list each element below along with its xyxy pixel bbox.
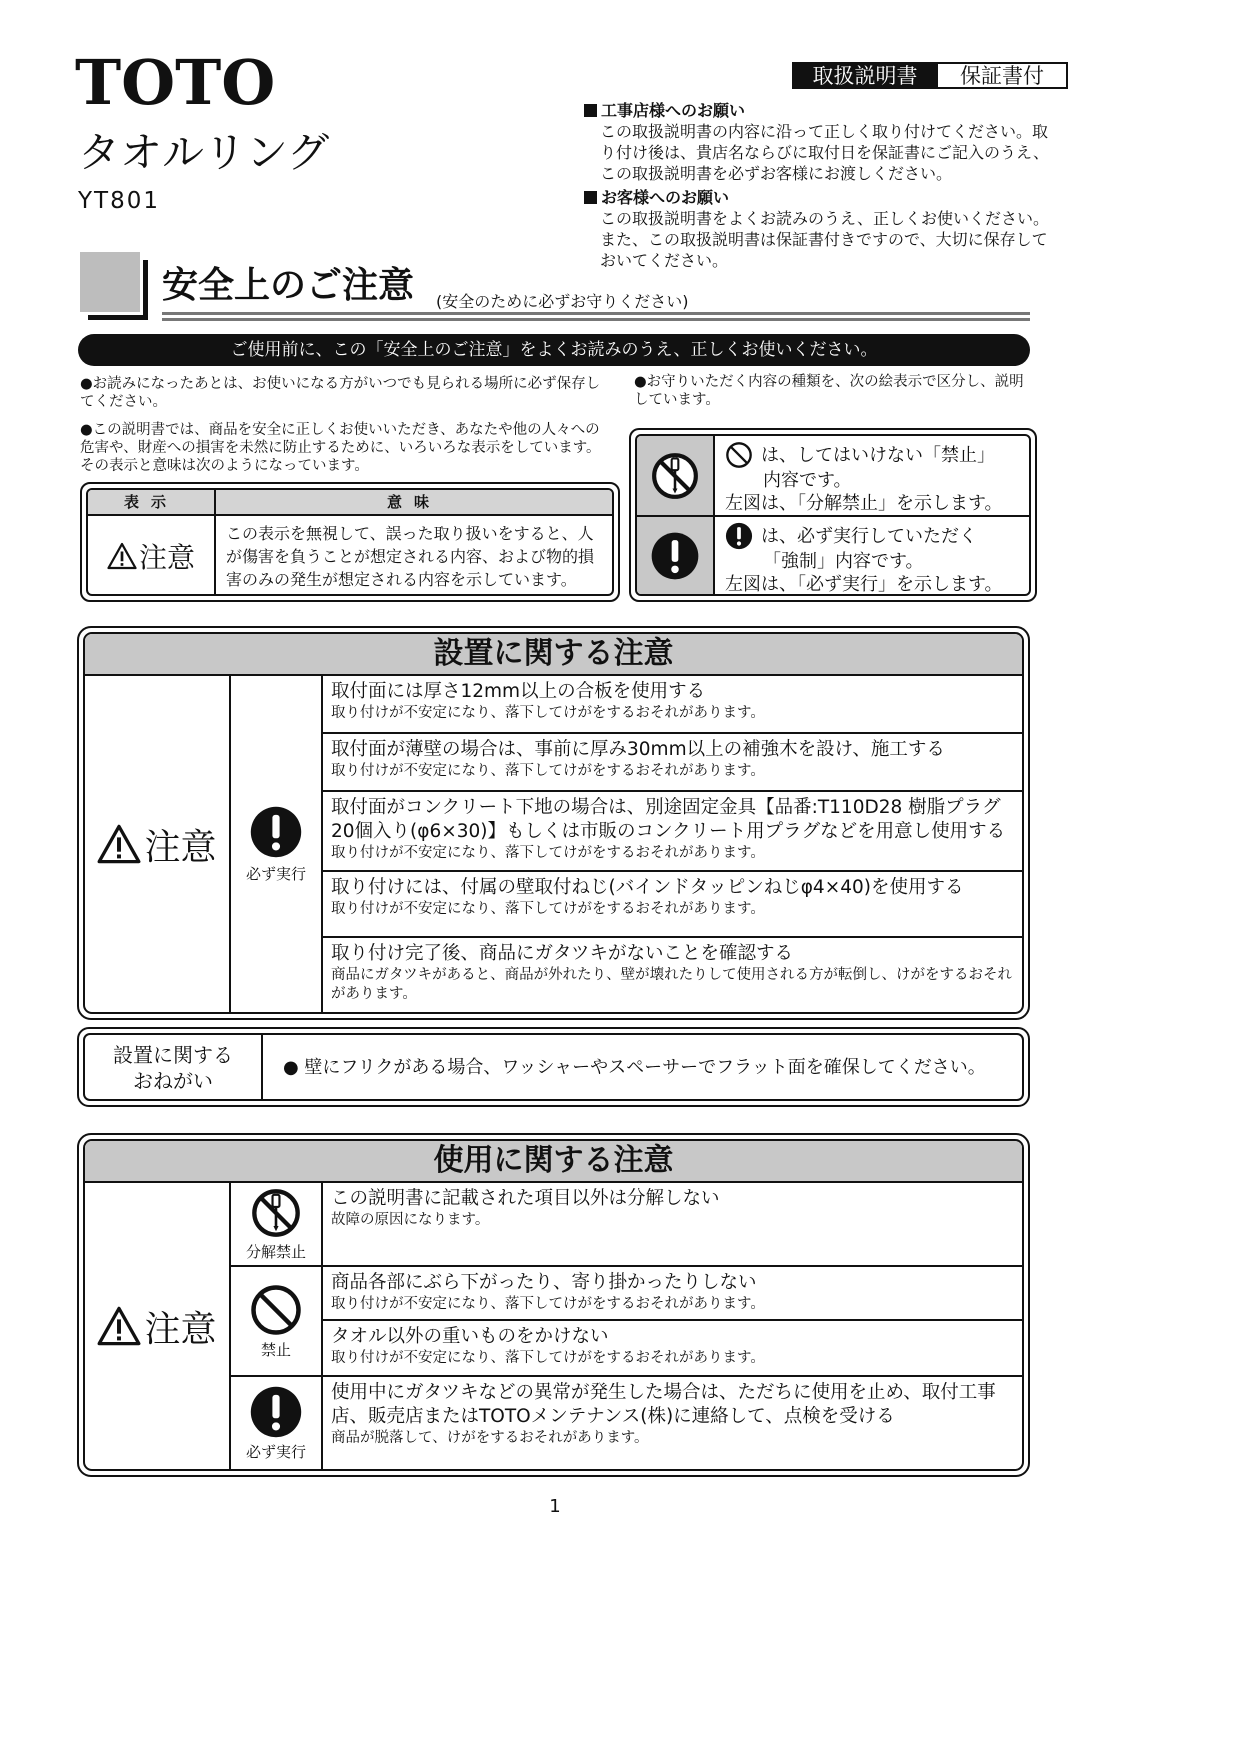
item-title: 取付面が薄壁の場合は、事前に厚み30mm以上の補強木を設け、施工する	[331, 739, 945, 760]
mandatory-description-cont: 「強制」内容です。	[763, 551, 924, 572]
legend-row	[88, 516, 612, 596]
product-name: タオルリング	[78, 128, 330, 177]
legend-head-display: 表示	[88, 490, 216, 514]
safety-banner: ご使用前に、この「安全上のご注意」をよくお読みのうえ、正しくお使いください。	[78, 334, 1030, 366]
document-tags	[792, 62, 1068, 89]
item-description: 商品にガタツキがあると、商品が外れたり、壁が壊れたりして使用される方が転倒し、けがをするおそれがあります。	[331, 967, 1013, 1002]
install-request-label-line: 設置に関する	[113, 1043, 233, 1067]
pictogram-text	[715, 436, 1029, 515]
intro-paragraph	[80, 421, 610, 475]
pictogram-icon-cell	[637, 517, 715, 594]
caution-item	[323, 1183, 1022, 1267]
intro-text: お守りいただく内容の種類を、次の絵表示で区分し、説明しています。	[634, 374, 1024, 408]
pictogram-text	[715, 517, 1029, 594]
caution-item	[323, 872, 1022, 938]
item-description: 取り付けが不安定になり、落下してけがをするおそれがあります。	[331, 1296, 765, 1312]
caution-item	[323, 938, 1022, 1012]
intro-paragraph	[80, 375, 610, 411]
disassembly-icon-cell	[230, 1183, 322, 1267]
mandatory-icon	[650, 531, 700, 581]
manual-tag: 取扱説明書	[792, 62, 938, 89]
section-marker-shadow	[88, 260, 148, 320]
warning-triangle-icon	[97, 824, 141, 864]
item-title: 使用中にガタツキなどの異常が発生した場合は、ただちに使用を止め、取付工事店、販売店またはTOTOメンテナンス(株)に連絡して、点検を受ける	[331, 1382, 996, 1427]
customer-request-heading	[584, 187, 1054, 208]
pictogram-row-mandatory	[637, 515, 1029, 594]
install-request-label	[85, 1035, 263, 1099]
item-description: 取り付けが不安定になり、落下してけがをするおそれがあります。	[331, 845, 765, 861]
customer-request-body: この取扱説明書をよくお読みのうえ、正しくお使いください。また、この取扱説明書は保証書付きですので、大切に保存しておいてください。	[600, 209, 1049, 270]
item-title: 取付面がコンクリート下地の場合は、別途固定金具【品番:T110D28 樹脂プラグ 20個入り(φ6×30)】もしくは市販のコンクリート用プラグなどを用意し使用する	[331, 797, 1006, 842]
warning-triangle-icon	[107, 542, 137, 570]
item-title: 取り付け完了後、商品にガタツキがないことを確認する	[331, 943, 793, 964]
pictogram-line	[725, 522, 1023, 550]
brand-logo: TOTO	[75, 46, 276, 119]
usage-items	[323, 1183, 1022, 1469]
caution-label-text: 注意	[144, 1308, 217, 1350]
caution-item	[323, 734, 1022, 792]
caution-meaning: この表示を無視して、誤った取り扱いをすると、人が傷害を負うことが想定される内容、および物的損害のみの発生が想定される内容を示しています。	[226, 524, 595, 589]
legend-table	[86, 488, 614, 596]
installation-title: 設置に関する注意	[85, 634, 1022, 676]
item-title: この説明書に記載された項目以外は分解しない	[331, 1188, 720, 1209]
caution-label	[85, 1183, 231, 1469]
usage-section	[83, 1139, 1024, 1471]
mandatory-description: は、必ず実行していただく	[761, 525, 977, 547]
contractor-request-body: この取扱説明書の内容に沿って正しく取り付けてください。取り付け後は、貴店名ならびに取付日を保証書にご記入のうえ、この取扱説明書を必ずお客様にお渡しください。	[600, 122, 1049, 183]
installation-items	[323, 676, 1022, 1012]
item-description: 取り付けが不安定になり、落下してけがをするおそれがあります。	[331, 901, 765, 917]
customer-request-title: お客様へのお願い	[601, 188, 730, 207]
item-title: 取り付けには、付属の壁取付ねじ(バインドタッピンねじφ4×40)を使用する	[331, 877, 964, 898]
mandatory-icon-label: 必ず実行	[245, 1442, 306, 1461]
item-description: 取り付けが不安定になり、落下してけがをするおそれがあります。	[331, 705, 765, 721]
title-underline	[162, 312, 1030, 315]
warning-triangle-icon	[97, 1306, 141, 1346]
page-number: 1	[549, 1496, 561, 1517]
caution-item	[323, 1267, 1022, 1321]
mandatory-icon-cell	[231, 676, 323, 1012]
safety-title: 安全上のご注意	[162, 265, 415, 306]
install-request-label-line: おねがい	[133, 1069, 213, 1093]
pictogram-row-prohibit	[637, 436, 1029, 515]
install-request-text: ● 壁にフリクがある場合、ワッシャーやスペーサーでフラット面を確保してください。	[283, 1057, 986, 1078]
item-title: タオル以外の重いものをかけない	[331, 1326, 609, 1347]
prohibit-icon	[725, 441, 753, 469]
mandatory-icon	[249, 805, 303, 859]
item-title: 取付面には厚さ12mm以上の合板を使用する	[331, 681, 706, 702]
mandatory-icon	[725, 522, 753, 550]
intro-text: この説明書では、商品を安全に正しくお使いいただき、あなたや他の人々への危害や、財産への損害を未然に防止するために、いろいろな表示をしています。その表示と意味は次のようになっています。	[80, 422, 601, 474]
item-description: 故障の原因になります。	[331, 1212, 490, 1228]
caution-label-text: 注意	[144, 826, 217, 868]
no-disassembly-icon	[250, 1187, 302, 1239]
square-bullet-icon	[584, 191, 597, 204]
mandatory-icon-cell	[230, 1377, 322, 1469]
installation-body	[85, 676, 1022, 1012]
legend-header	[88, 490, 612, 516]
item-description: 取り付けが不安定になり、落下してけがをするおそれがあります。	[331, 1350, 765, 1366]
requests-block	[584, 100, 1054, 274]
disassembly-icon-label: 分解禁止	[245, 1242, 306, 1261]
intro-paragraph	[634, 373, 1034, 409]
prohibit-icon-label: 禁止	[260, 1340, 291, 1359]
safety-subtitle: (安全のために必ずお守りください)	[436, 292, 689, 311]
square-bullet-icon	[584, 104, 597, 117]
pictogram-table	[635, 434, 1031, 596]
caution-label	[85, 676, 231, 1012]
item-description: 取り付けが不安定になり、落下してけがをするおそれがあります。	[331, 763, 765, 779]
caution-item	[323, 1377, 1022, 1469]
item-description: 商品が脱落して、けがをするおそれがあります。	[331, 1430, 649, 1446]
prohibit-description-cont: 内容です。	[763, 470, 852, 491]
usage-title: 使用に関する注意	[85, 1141, 1022, 1183]
mandatory-icon-label: 必ず実行	[245, 864, 306, 883]
usage-icons	[231, 1183, 323, 1469]
pictogram-line	[725, 441, 1023, 469]
prohibit-description: は、してはいけない「禁止」	[761, 444, 995, 466]
mandatory-icon	[249, 1385, 303, 1439]
no-disassembly-icon	[650, 451, 700, 501]
mandatory-example: 左図は、「必ず実行」を示します。	[725, 574, 1003, 595]
warranty-tag: 保証書付	[938, 62, 1068, 89]
caution-label-text: 注意	[138, 541, 195, 574]
prohibit-icon-cell	[230, 1267, 322, 1377]
install-request-box	[83, 1033, 1024, 1101]
installation-section	[83, 632, 1024, 1014]
intro-text: お読みになったあとは、お使いになる方がいつでも見られる場所に必ず保存してください。	[80, 376, 601, 410]
prohibit-icon	[249, 1283, 303, 1337]
contractor-request-heading	[584, 100, 1054, 121]
contractor-request-title: 工事店様へのお願い	[601, 101, 746, 120]
item-title: 商品各部にぶら下がったり、寄り掛かったりしない	[331, 1272, 757, 1293]
caution-item	[323, 676, 1022, 734]
caution-label	[88, 516, 216, 596]
model-number: YT801	[78, 188, 160, 214]
prohibit-example: 左図は、「分解禁止」を示します。	[725, 493, 1003, 514]
usage-body	[85, 1183, 1022, 1469]
title-underline	[162, 318, 1030, 321]
legend-head-meaning: 意味	[386, 493, 441, 511]
caution-item	[323, 1321, 1022, 1377]
bullet-icon: ●	[80, 422, 93, 438]
bullet-icon: ●	[80, 376, 93, 392]
pictogram-icon-cell	[637, 436, 715, 515]
bullet-icon: ●	[634, 374, 647, 390]
caution-item	[323, 792, 1022, 872]
